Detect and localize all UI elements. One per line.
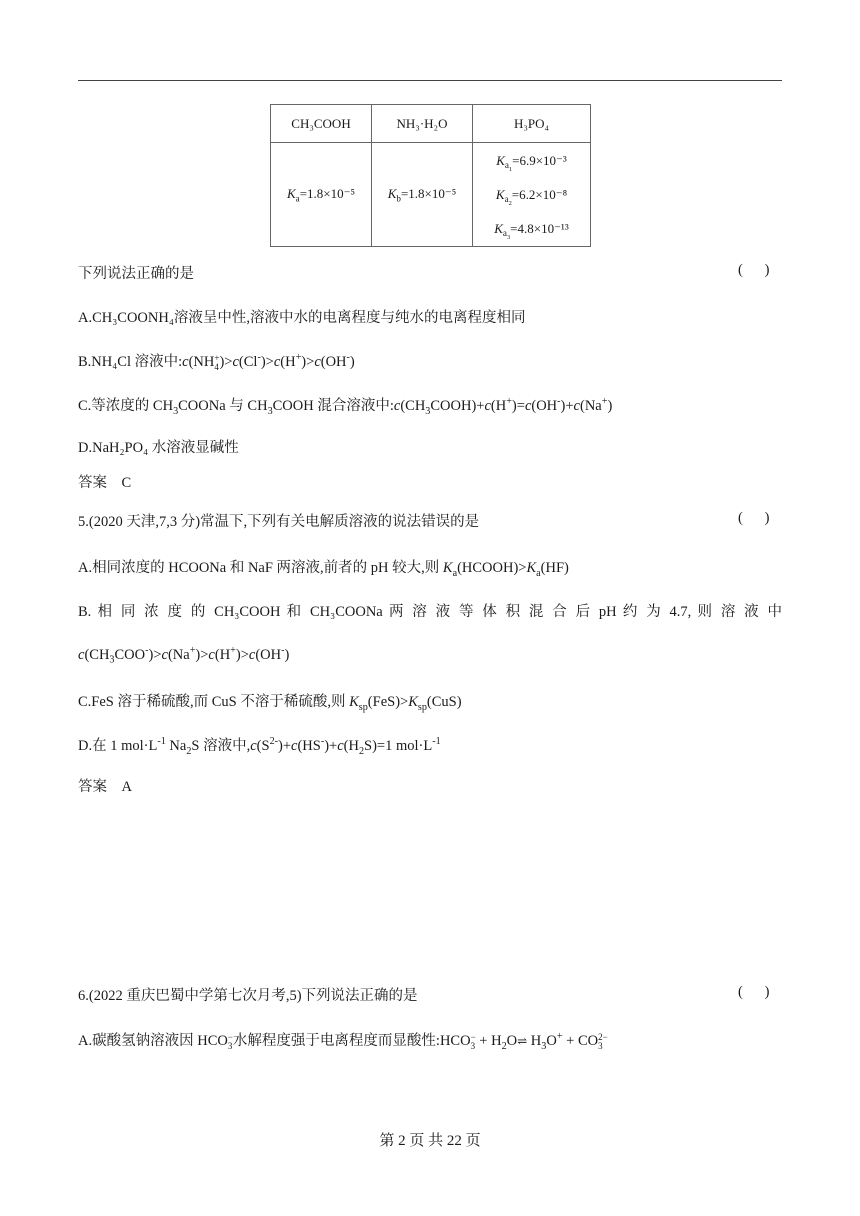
q5-option-b-line1: B. 相 同 浓 度 的 CH₃COOH 和 CH₃COONa 两 溶 液 等 体 积 混 合 后 pH 约 为 4.7, 则 溶 液 中 [78,604,782,620]
q5-option-d: D.在 1 $mol\cdot L^{-1}$ $Na_2S$ 溶液中$,c(S^{2-})+c(HS^-)+c(H_2S)=1$ $mol\cdot L^{-1}$ [78,736,441,757]
q4-stem: 下列说法正确的是 [78,266,194,282]
q5-option-c: C.FeS 溶于稀硫酸,而 CuS 不溶于稀硫酸,则 $K_{sp}(FeS)>K_{sp}(CuS)$ [78,694,462,713]
kb-ammonia-cell: $K_b=1.8\times 10^{-5}$ [372,143,473,247]
q5-stem: 5.(2020 天津,7,3 分)常温下,下列有关电解质溶液的说法错误的是 [78,514,480,530]
q6-answer-paren: ( ) [738,984,770,1000]
page-footer: 第 2 页 共 22 页 [379,1133,481,1149]
constants-table [270,104,591,247]
header-ammonia-water: NH₃·H₂O [372,105,473,143]
ka-acetic-cell: $K_a=1.8\times 10^{-5}$ [271,143,372,247]
ka2-value: $K_{a_2}=6.2\times 10^{-8}$ [495,186,568,207]
q4-option-a: A.CH₃COONH₄溶液呈中性,溶液中水的电离程度与纯水的电离程度相同 [78,310,526,326]
ka-phosphoric-cell [473,143,591,247]
q5-option-b-line2: $c(CH_3COO^-)>c(Na^+)>c(H^+)>c(OH^-)$ [78,645,290,666]
q4-answer: 答案 C [78,475,132,491]
q5-answer: 答案 A [78,779,132,795]
ka1-value: $K_{a_1}=6.9\times 10^{-3}$ [496,152,567,173]
table-value-row [271,143,591,247]
q5-answer-paren: ( ) [738,510,770,526]
header-phosphoric-acid: H₃PO₄ [473,105,591,143]
q4-option-d: D.NaH₂PO₄ 水溶液显碱性 [78,440,239,456]
q6-option-a: A.碳酸氢钠溶液因 HCO − 3 水解程度强于电离程度而显酸性:HCO − 3 + $H_2O\rightleftharpoons$ $H_3O^+$ + CO 2− 3 [78,1031,608,1052]
q4-answer-paren: ( ) [738,262,770,278]
q4-option-b: B.NH₄Cl 溶液中:c(NH + 4 )>c(Cl-)>c(H+)>c(OH-) [78,352,355,372]
table-header-row [271,105,591,143]
ka3-value: $K_{a_3}=4.8\times 10^{-13}$ [494,220,569,241]
header-rule [78,80,782,81]
header-acetic-acid: CH₃COOH [271,105,372,143]
q5-option-a: A.相同浓度的 HCOONa 和 NaF 两溶液,前者的 pH 较大,则 $K_a(HCOOH)>K_a(HF)$ [78,560,569,579]
equilibrium-arrow-icon: ⇌ [517,1034,528,1048]
q4-option-c: C.等浓度的 $CH_3COONa$ 与 $CH_3COOH$ 混合溶液中$:c(CH_3COOH)+c(H^+)=c(OH^-)+c(Na^+)$ [78,396,613,417]
q6-stem: 6.(2022 重庆巴蜀中学第七次月考,5)下列说法正确的是 [78,988,418,1004]
